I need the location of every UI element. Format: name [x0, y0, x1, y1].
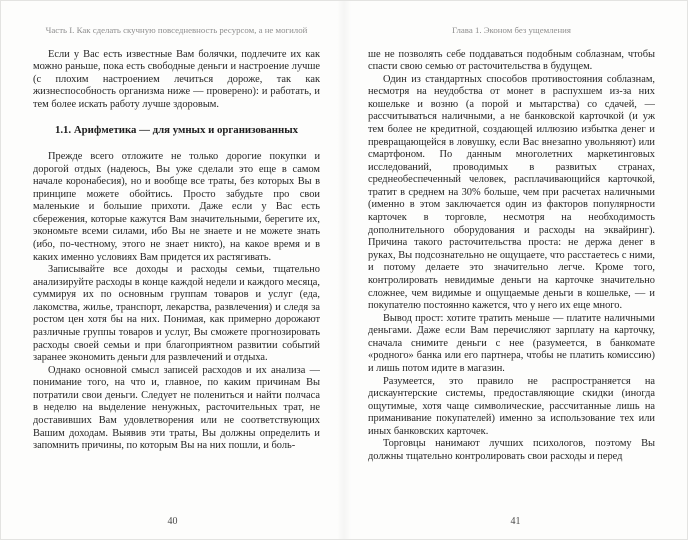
right-page-body — [368, 49, 655, 464]
left-page-body — [33, 49, 320, 453]
body-paragraph: Разумеется, это правило не распространяется на дискаунтерские системы, предоставляющие скидки (иногда ощутимые, хотя чаще символические, рассчитанные лишь на приманивание покупателей) именно за использование тех или иных банковских карточек. — [368, 375, 655, 437]
body-paragraph: Прежде всего отложите не только дорогие покупки и дорогой отдых (надеюсь, Вы уже сделали это еще в самом начале коронабесия), но и вообще все траты, без которых Вы в принципе можете обойтись. Просто забудьте про свои маленькие и большие прихоти. Даже если у Вас есть сбережения, которые кажутся Вам значительными, берегите их, экономьте всеми силами, ибо Вы не знаете и не можете знать (ибо, по-честному, этого не знает никто), на какое время и в каких именно условиях Вам придется их растягивать. — [33, 150, 320, 263]
right-page — [344, 1, 687, 540]
body-paragraph: Вывод прост: хотите тратить меньше — платите наличными деньгами. Даже если Вам перечисляют зарплату на карточку, сначала снимите деньги с нее (разумеется, в банкомате «родного» банка или его партнера, чтобы не платить комиссию) и лишь потом идите в магазин. — [368, 312, 655, 374]
body-paragraph: Один из стандартных способов противостояния соблазнам, несмотря на неудобства от монет в распухшем из-за них кошельке и возню (а порой и мытарства) со сдачей, — рассчитываться наличными, а не банковской карточкой (и уж тем более не кредитной, создающей иллюзию избытка денег и превращающейся в ловушку, если Вас внезапно увольняют) или смартфоном. По данным многолетних маркетинговых исследований, проводимых в развитых странах, среднеобеспеченный человек, расплачивающийся карточкой, тратит в среднем на 30% больше, чем при расчетах наличными (именно в этом заключается один из факторов популярности карточек в торговле, несмотря на необходимость дополнительного оборудования и расходы на эквайринг). Причина такого расточительства проста: не держа денег в руках, Вы подсознательно не ощущаете, что расстаетесь с ними, и потому делаете это значительно легче. Кроме того, контролировать невидимые деньги на карточке значительно сложнее, чем видимые и ощущаемые деньги в кошельке, — и покупателю постоянно кажется, что у него их еще много. — [368, 73, 655, 312]
section-heading: 1.1. Арифметика — для умных и организованных — [54, 124, 299, 137]
left-page — [1, 1, 344, 540]
body-paragraph: Записывайте все доходы и расходы семьи, тщательно анализируйте расходы в конце каждой недели и каждого месяца, суммируя их по основным группам товаров и услуг (еда, лакомства, жилье, транспорт, лекарства, развлечения) и следя за ростом цен хотя бы на них. Понимая, как примерно дорожают различные группы товаров и услуг, Вы сможете прогнозировать расходы своей семьи и при благоприятном развитии событий заранее экономить деньги для развлечений и отдыха. — [33, 264, 320, 364]
left-page-number: 40 — [167, 516, 178, 527]
body-paragraph: Если у Вас есть известные Вам болячки, подлечите их как можно раньше, пока есть свободные деньги и настроение лучше (с плохим настроением лечиться дороже, так как жизнеспособность организма ниже — проверено): и работать, и тем более искать работу лучше здоровым. — [33, 48, 320, 110]
right-page-number: 41 — [510, 516, 521, 527]
body-paragraph: Торговцы нанимают лучших психологов, поэтому Вы должны тщательно контролировать свои расходы и перед — [368, 438, 655, 463]
body-paragraph: Однако основной смысл записей расходов и их анализа — понимание того, на что и, главное, по каким причинам Вы потратили свои деньги. Следует не полениться и найти полчаса в неделю на выделение ненужных, расточительных трат, не доставивших Вам удовлетворения или не соответствующих Вашим доходам. Выявив эти траты, Вы должны определить и запомнить причины, по которым Вы на них пошли, и боль- — [33, 364, 320, 452]
left-running-head: Часть I. Как сделать скучную повседневность ресурсом, а не могилой — [45, 25, 308, 35]
right-running-head: Глава 1. Эконом без ущемления — [452, 25, 571, 35]
body-paragraph: ше не позволять себе поддаваться подобным соблазнам, чтобы спасти свою семью от расточительства в будущем. — [368, 48, 655, 73]
